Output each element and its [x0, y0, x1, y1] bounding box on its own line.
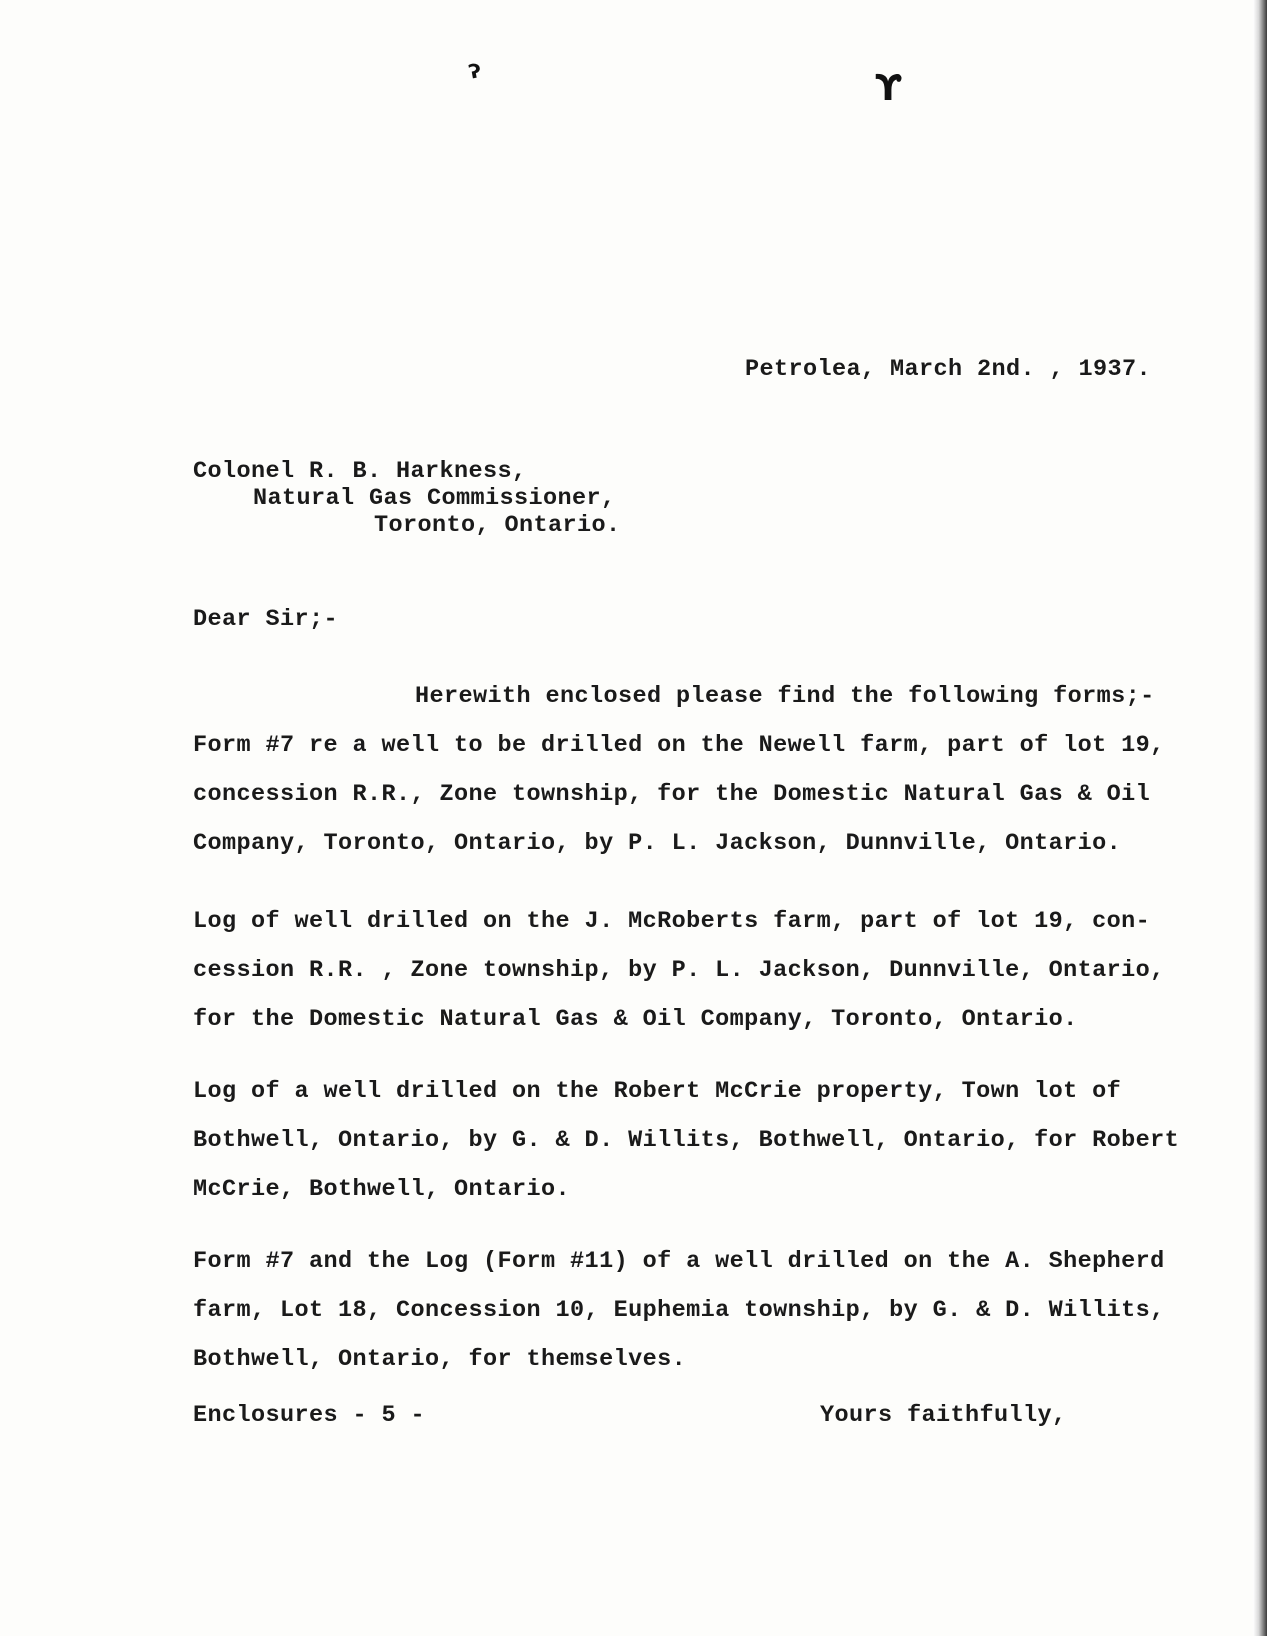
- paragraph-line: Bothwell, Ontario, for themselves.: [193, 1346, 687, 1373]
- recipient-name: Colonel R. B. Harkness,: [193, 458, 527, 485]
- date-line: Petrolea, March 2nd. , 1937.: [745, 356, 1152, 383]
- paragraph-line: cession R.R. , Zone township, by P. L. Jackson, Dunnville, Ontario,: [193, 957, 1165, 984]
- recipient-location: Toronto, Ontario.: [374, 512, 621, 539]
- salutation: Dear Sir;-: [193, 606, 339, 633]
- recipient-title: Natural Gas Commissioner,: [253, 485, 616, 512]
- punch-mark-right: ϒ: [875, 68, 902, 109]
- paragraph-line: Log of well drilled on the J. McRoberts farm, part of lot 19, con-: [193, 908, 1151, 935]
- closing: Yours faithfully,: [820, 1402, 1067, 1429]
- paragraph-line: Form #7 re a well to be drilled on the Newell farm, part of lot 19,: [193, 732, 1165, 759]
- paragraph-line: Herewith enclosed please find the following forms;-: [415, 683, 1155, 710]
- paragraph-1: [193, 672, 1193, 868]
- scan-edge-shadow: [1253, 0, 1267, 1636]
- paragraph-line: McCrie, Bothwell, Ontario.: [193, 1176, 571, 1203]
- paragraph-2: [193, 897, 1193, 1044]
- enclosures-note: Enclosures - 5 -: [193, 1402, 426, 1429]
- paragraph-4: [193, 1237, 1193, 1384]
- paragraph-line: concession R.R., Zone township, for the Domestic Natural Gas & Oil: [193, 781, 1151, 808]
- paragraph-line: for the Domestic Natural Gas & Oil Company, Toronto, Ontario.: [193, 1006, 1078, 1033]
- paragraph-line: Log of a well drilled on the Robert McCrie property, Town lot of: [193, 1078, 1122, 1105]
- paragraph-3: [193, 1067, 1193, 1214]
- paragraph-line: Company, Toronto, Ontario, by P. L. Jackson, Dunnville, Ontario.: [193, 830, 1122, 857]
- paragraph-line: Bothwell, Ontario, by G. & D. Willits, Bothwell, Ontario, for Robert: [193, 1127, 1180, 1154]
- paragraph-line: farm, Lot 18, Concession 10, Euphemia township, by G. & D. Willits,: [193, 1297, 1165, 1324]
- paragraph-line: Form #7 and the Log (Form #11) of a well drilled on the A. Shepherd: [193, 1248, 1165, 1275]
- punch-mark-left: ˀ: [466, 57, 485, 99]
